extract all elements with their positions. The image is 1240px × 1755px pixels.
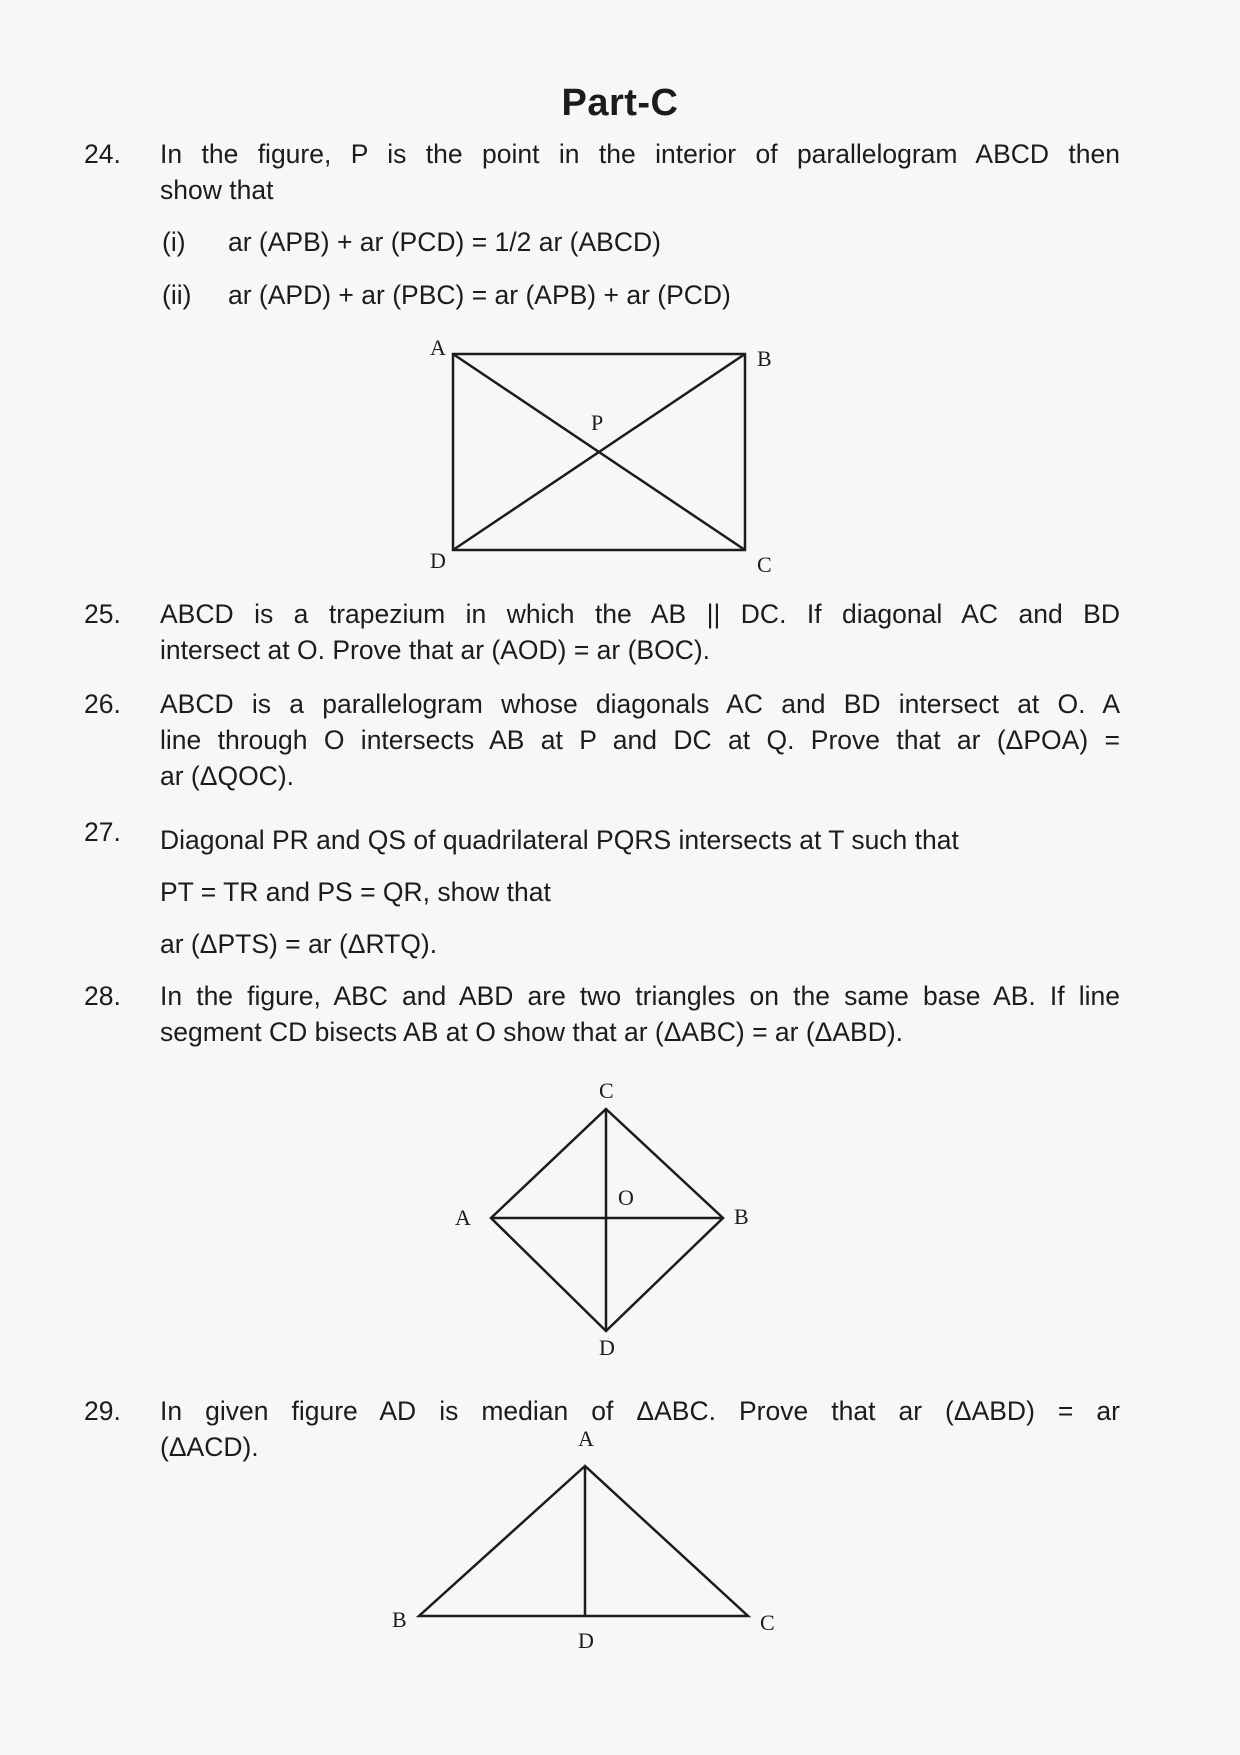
question-text-line: show that bbox=[160, 175, 274, 205]
question-text-line: line through O intersects AB at P and DC at Q. Prove that ar (ΔPOA) = bbox=[160, 725, 1120, 755]
question-text-line: In given figure AD is median of ΔABC. Prove that ar (ΔABD) = ar bbox=[160, 1396, 1120, 1426]
question-text-line: (ΔACD). bbox=[160, 1432, 259, 1462]
question-text-line: In the figure, P is the point in the interior of parallelogram ABCD then bbox=[160, 139, 1120, 169]
question-text-line: ar (ΔPTS) = ar (ΔRTQ). bbox=[160, 929, 438, 959]
part-label: (i) bbox=[162, 227, 186, 257]
vertex-label-a: A bbox=[430, 335, 446, 360]
vertex-label-d: D bbox=[599, 1335, 615, 1360]
question-26-number: 26. bbox=[84, 689, 121, 719]
question-text-line: Diagonal PR and QS of quadrilateral PQRS intersects at T such that bbox=[160, 825, 959, 855]
page-title: Part-C bbox=[561, 82, 679, 124]
question-27-text bbox=[160, 814, 1120, 970]
question-26-text bbox=[160, 686, 1120, 794]
vertex-label-d: D bbox=[578, 1628, 594, 1653]
vertex-label-c: C bbox=[760, 1610, 775, 1635]
question-text-line: intersect at O. Prove that ar (AOD) = ar (BOC). bbox=[160, 635, 711, 665]
question-text-line: PT = TR and PS = QR, show that bbox=[160, 877, 551, 907]
question-24-number: 24. bbox=[84, 139, 121, 169]
question-text-line: ABCD is a trapezium in which the AB || DC. If diagonal AC and BD bbox=[160, 599, 1120, 629]
question-29-number: 29. bbox=[84, 1396, 121, 1426]
vertex-label-c: C bbox=[757, 552, 772, 577]
question-text-line: ar (ΔQOC). bbox=[160, 761, 295, 791]
vertex-label-b: B bbox=[734, 1204, 749, 1229]
triangle-outline bbox=[419, 1466, 748, 1616]
part-label: (ii) bbox=[162, 280, 192, 310]
question-text-line: segment CD bisects AB at O show that ar (ΔABC) = ar (ΔABD). bbox=[160, 1017, 904, 1047]
question-25-number: 25. bbox=[84, 599, 121, 629]
vertex-label-b: B bbox=[757, 346, 772, 371]
question-27-number: 27. bbox=[84, 817, 121, 847]
vertex-label-a: A bbox=[455, 1205, 471, 1230]
vertex-label-b: B bbox=[392, 1607, 407, 1632]
vertex-label-c: C bbox=[599, 1078, 614, 1103]
question-28-text bbox=[160, 978, 1120, 1050]
question-29-text bbox=[160, 1393, 1120, 1465]
point-label-o: O bbox=[618, 1185, 634, 1210]
question-text-line: In the figure, ABC and ABD are two triangles on the same base AB. If line bbox=[160, 981, 1120, 1011]
vertex-label-d: D bbox=[430, 548, 446, 573]
part-text: ar (APD) + ar (PBC) = ar (APB) + ar (PCD) bbox=[228, 280, 731, 310]
question-25-text bbox=[160, 596, 1120, 668]
vertex-label-a: A bbox=[578, 1426, 594, 1451]
point-label-p: P bbox=[591, 410, 604, 435]
part-text: ar (APB) + ar (PCD) = 1/2 ar (ABCD) bbox=[228, 227, 661, 257]
question-28-number: 28. bbox=[84, 981, 121, 1011]
question-text-line: ABCD is a parallelogram whose diagonals AC and BD intersect at O. A bbox=[160, 689, 1120, 719]
